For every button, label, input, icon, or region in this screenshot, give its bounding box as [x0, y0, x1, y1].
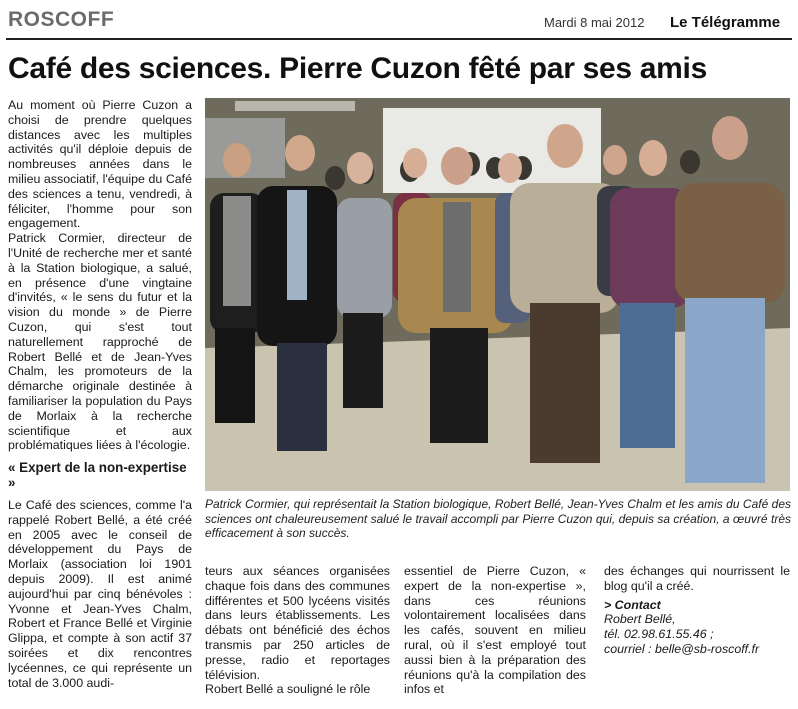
- paragraph: des échanges qui nourrissent le blog qu'il a créé.: [604, 564, 790, 593]
- contact-phone: tél. 02.98.61.55.46 ;: [604, 627, 714, 642]
- article-column-4: [604, 564, 790, 657]
- paragraph: Le Café des sciences, comme l'a rappelé Robert Bellé, a été créé en 2005 avec le conseil de développement du Pays de Morlaix (association loi 1901 depuis 2009). Il est animé aujourd'hui par cinq bénévoles : Yvonne et Jean-Yves Chalm, Robert et France Bellé et Virginie Glippa, et compte à son actif 37 soirées et dix rencontres lycéennes, ce qui représente un total de 3.000 audi-: [8, 498, 192, 690]
- paragraph: essentiel de Pierre Cuzon, « expert de la non-expertise », dans ces réunions volontairement localisées dans les cafés, souvent en milieu rural, où il s'est employé tout aussi bien à la préparation des réunions qu'à la compilation des infos et: [404, 564, 586, 697]
- article-headline: Café des sciences. Pierre Cuzon fêté par ses amis: [8, 52, 707, 85]
- paragraph: Patrick Cormier, directeur de l'Unité de recherche mer et santé à la Station biologique, a salué, en présence d'une vingtaine d'invités, « le sens du futur et la vision du monde » de Pierre Cuzon, qui s'est tout naturellement rapproché de Robert Bellé et de Jean-Yves Chalm, les promoteurs de la démarche originale destinée à familiariser la population du Pays de Morlaix à la recherche scientifique et aux problématiques liées à l'écologie.: [8, 231, 192, 453]
- section-title: ROSCOFF: [8, 8, 115, 31]
- newspaper-name: Le Télégramme: [670, 14, 781, 31]
- article-column-1-bottom: [8, 498, 192, 690]
- group-photo: [205, 98, 790, 491]
- group-photo-illustration: [205, 98, 790, 491]
- article-column-3: [404, 564, 586, 697]
- paragraph: teurs aux séances organisées chaque fois dans des communes différentes et 500 lycéens visités dans leurs établissements. Les débats ont bénéficié des échos transmis par 250 articles de presse, radio et reportages télévision.: [205, 564, 390, 682]
- article-column-1-top: [8, 98, 192, 453]
- photo-caption: Patrick Cormier, qui représentait la Station biologique, Robert Bellé, Jean-Yves Chalm et les amis du Café des sciences ont chaleureusement salué le travail accompli par Pierre Cuzon qui, depuis sa création, a œuvré très efficacement à son succès.: [205, 497, 791, 541]
- contact-heading: > Contact: [604, 597, 661, 612]
- contact-name: Robert Bellé,: [604, 612, 676, 627]
- article-column-2: [205, 564, 390, 697]
- contact-email: courriel : belle@sb-roscoff.fr: [604, 641, 760, 656]
- header-rule: [6, 38, 792, 40]
- publication-date: Mardi 8 mai 2012: [544, 15, 645, 30]
- paragraph: Au moment où Pierre Cuzon a choisi de prendre quelques distances avec les multiples activités qu'il déploie depuis de nombreuses années dans le milieu associatif, l'équipe du Café des sciences a tenu, vendredi, à féliciter, l'homme pour son engagement.: [8, 98, 192, 231]
- article-subheading: « Expert de la non-expertise »: [8, 460, 187, 490]
- paragraph: Robert Bellé a souligné le rôle: [205, 682, 371, 697]
